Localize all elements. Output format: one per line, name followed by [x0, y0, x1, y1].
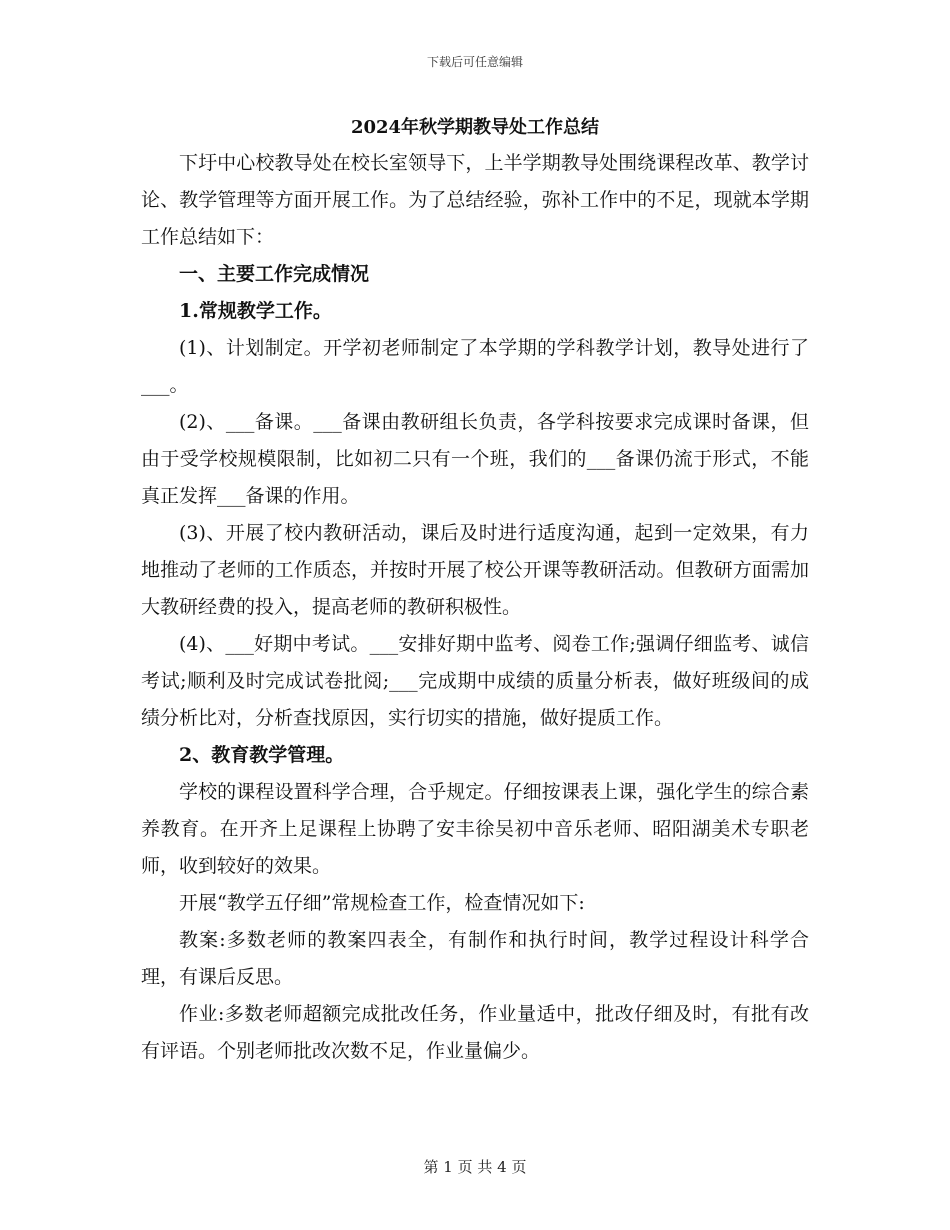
paragraph-plan: (1)、计划制定。开学初老师制定了本学期的学科教学计划，教导处进行了___。 [141, 337, 809, 396]
document-title: 2024年秋学期教导处工作总结 [350, 117, 600, 138]
page-header-note: 下载后可任意编辑 [426, 55, 523, 69]
subsection-heading-teaching-management: 2、教育教学管理。 [179, 744, 345, 766]
paragraph-curriculum: 学校的课程设置科学合理，合乎规定。仔细按课表上课，强化学生的综合素养教育。在开齐上足课程上协聘了安丰徐吴初中音乐老师、昭阳湖美术专职老师，收到较好的效果。 [141, 781, 809, 877]
paragraph-lesson-plans: 教案:多数老师的教案四表全，有制作和执行时间，教学过程设计科学合理，有课后反思。 [141, 929, 809, 988]
paragraph-homework: 作业:多数老师超额完成批改任务，作业量适中，批改仔细及时，有批有改有评语。个别老师批改次数不足，作业量偏少。 [141, 1003, 809, 1062]
paragraph-research-activities: (3)、开展了校内教研活动，课后及时进行适度沟通，起到一定效果，有力地推动了老师的工作质态，并按时开展了校公开课等教研活动。但教研方面需加大教研经费的投入，提高老师的教研积极性。 [141, 522, 809, 618]
subsection-heading-routine-teaching: 1.常规教学工作。 [179, 300, 332, 322]
section-heading-main-work: 一、主要工作完成情况 [179, 263, 370, 285]
intro-paragraph: 下圩中心校教导处在校长室领导下，上半学期教导处围绕课程改革、教学讨论、教学管理等方面开展工作。为了总结经验，弥补工作中的不足，现就本学期工作总结如下： [141, 152, 809, 248]
paragraph-midterm-exam: (4)、___好期中考试。___安排好期中监考、阅卷工作;强调仔细监考、诚信考试;顺利及时完成试卷批阅;___完成期中成绩的质量分析表，做好班级间的成绩分析比对，分析查找原因，实行切实的措施，做好提质工作。 [141, 633, 809, 729]
document-body [141, 113, 809, 1070]
paragraph-lesson-prep: (2)、___备课。___备课由教研组长负责，各学科按要求完成课时备课，但由于受学校规模限制，比如初二只有一个班，我们的___备课仍流于形式，不能真正发挥___备课的作用。 [141, 411, 809, 507]
paragraph-inspection: 开展“教学五仔细”常规检查工作，检查情况如下: [179, 892, 585, 914]
page-number: 第 1 页 共 4 页 [423, 1158, 527, 1176]
